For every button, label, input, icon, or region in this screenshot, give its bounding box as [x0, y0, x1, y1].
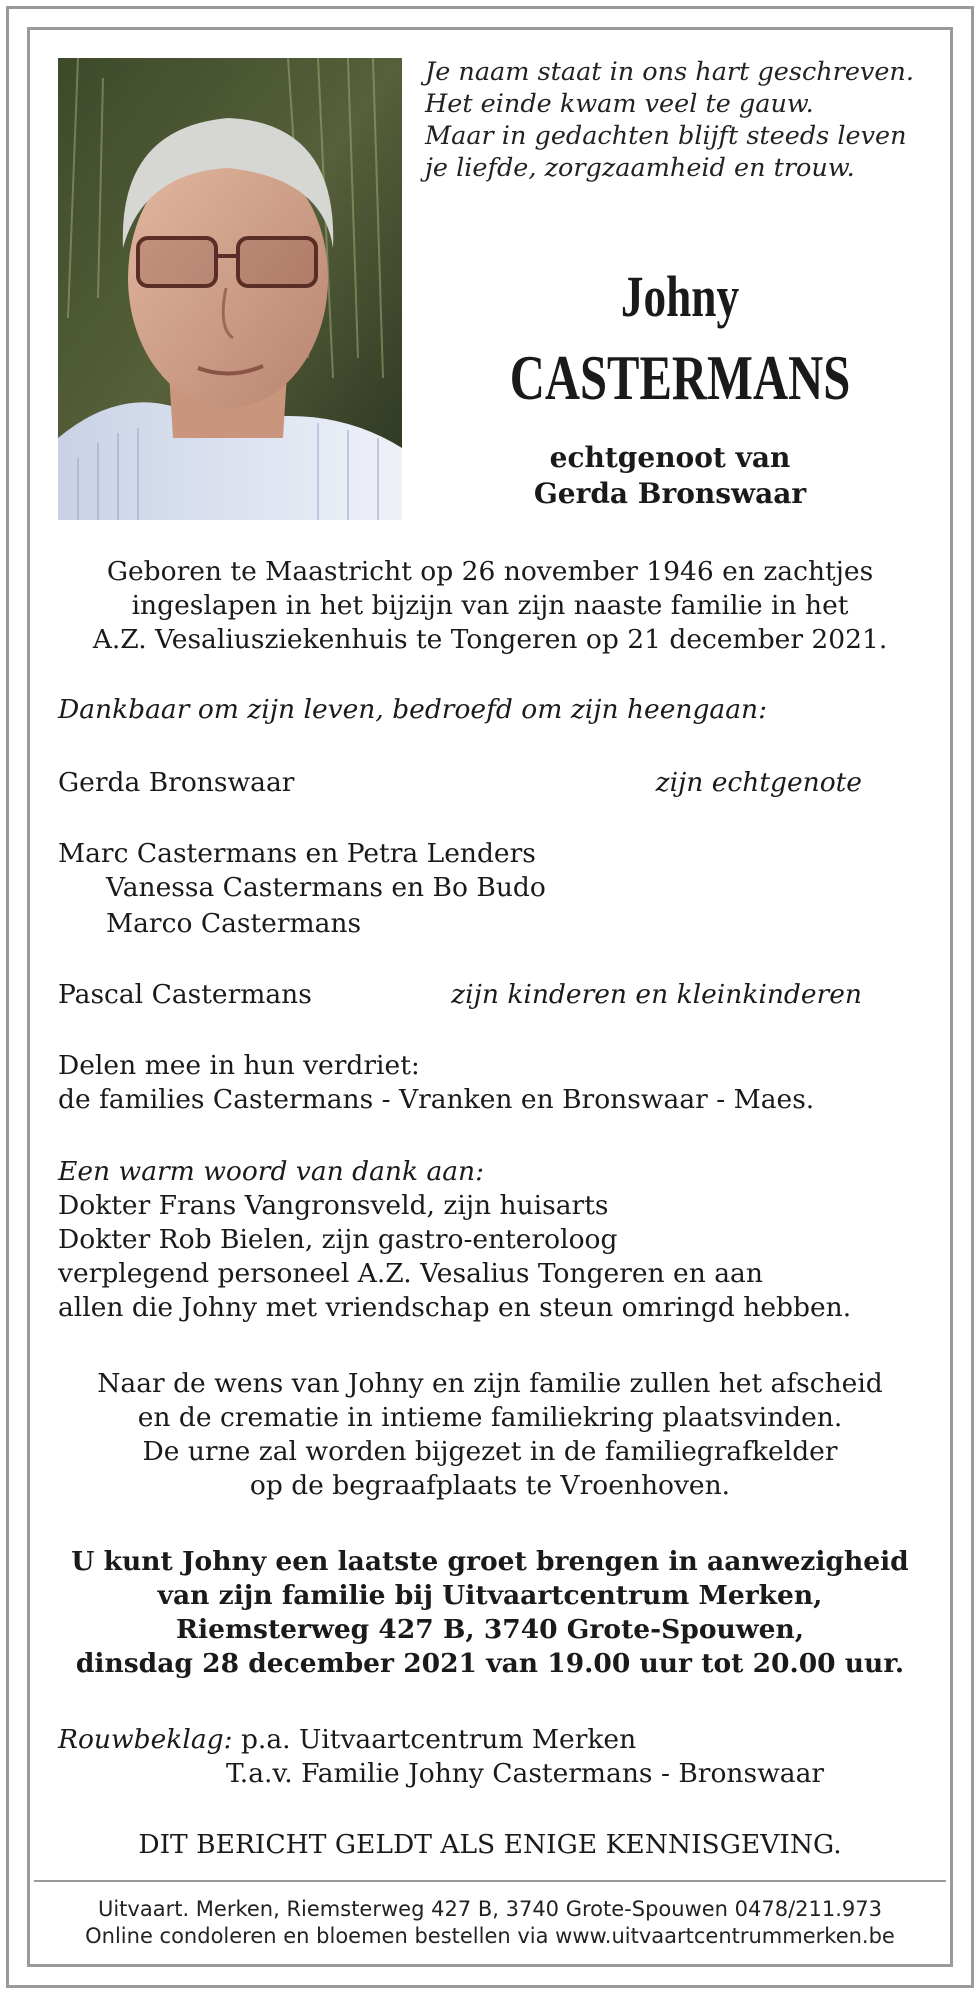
poem-line: Het einde kwam veel te gauw. — [425, 89, 814, 119]
footer — [34, 1896, 946, 1950]
mourner-name: Marco Castermans — [106, 908, 362, 939]
text-line: op de begraafplaats te Vroenhoven. — [249, 1470, 731, 1501]
notice — [58, 1828, 922, 1862]
mourner-name: Vanessa Castermans en Bo Budo — [106, 872, 546, 903]
mourner-row — [58, 766, 922, 800]
footer-line: Uitvaart. Merken, Riemsterweg 427 B, 3740 Grote-Spouwen 0478/211.973 — [97, 1897, 883, 1921]
condolence-label: Rouwbeklag: — [58, 1724, 233, 1755]
text-line: en de crematie in intieme familiekring plaatsvinden. — [137, 1402, 843, 1433]
mourner-name: Marc Castermans en Petra Lenders — [58, 838, 536, 869]
thanks-intro: Een warm woord van dank aan: — [58, 1156, 485, 1187]
mourner-row — [58, 978, 922, 1012]
spouse-line: echtgenoot van — [549, 441, 791, 474]
mourner-name: Pascal Castermans — [58, 979, 312, 1010]
text-line: ingeslapen in het bijzijn van zijn naaste familie in het — [131, 590, 849, 621]
condolence-address: p.a. Uitvaartcentrum Merken — [240, 1724, 637, 1755]
footer-divider — [34, 1880, 946, 1882]
farewell-paragraph — [58, 1367, 922, 1503]
mourner-relation: zijn kinderen en kleinkinderen — [451, 979, 862, 1010]
poem-line: Je naam staat in ons hart geschreven. — [425, 57, 914, 87]
condolence-line — [58, 1723, 922, 1757]
sharing-line: Delen mee in hun verdriet: — [58, 1050, 420, 1081]
text-line: Naar de wens van Johny en zijn familie zullen het afscheid — [97, 1368, 883, 1399]
poem-line: Maar in gedachten blijft steeds leven — [425, 121, 907, 151]
text-line: dinsdag 28 december 2021 van 19.00 uur tot 20.00 uur. — [75, 1648, 905, 1679]
portrait-photo — [58, 58, 402, 520]
text-line: U kunt Johny een laatste groet brengen in aanwezigheid — [71, 1546, 909, 1577]
text-line: Riemsterweg 427 B, 3740 Grote-Spouwen, — [176, 1614, 804, 1645]
footer-line: Online condoleren en bloemen bestellen via www.uitvaartcentrummerken.be — [85, 1924, 895, 1948]
thanks-line: verplegend personeel A.Z. Vesalius Tongeren en aan — [58, 1258, 763, 1289]
visitation-paragraph — [58, 1545, 922, 1681]
text-line: A.Z. Vesaliusziekenhuis te Tongeren op 21 december 2021. — [92, 624, 888, 655]
notice-text: DIT BERICHT GELDT ALS ENIGE KENNISGEVING. — [138, 1829, 842, 1860]
text-line: Geboren te Maastricht op 26 november 1946 en zachtjes — [106, 556, 874, 587]
mourner-name: Gerda Bronswaar — [58, 767, 295, 798]
text-line: van zijn familie bij Uitvaartcentrum Merken, — [157, 1580, 823, 1611]
condolence-attention: T.a.v. Familie Johny Castermans - Bronswaar — [226, 1758, 825, 1789]
spouse-name: Gerda Bronswaar — [533, 477, 807, 510]
deceased-last-name: CASTERMANS — [509, 342, 851, 413]
text-line: De urne zal worden bijgezet in de familiegrafkelder — [142, 1436, 838, 1467]
deceased-first-name: Johny — [620, 264, 740, 329]
spouse-block — [420, 440, 920, 512]
mourners-intro: Dankbaar om zijn leven, bedroefd om zijn heengaan: — [58, 694, 768, 725]
birth-death-paragraph — [58, 555, 922, 657]
thanks-line: Dokter Frans Vangronsveld, zijn huisarts — [58, 1190, 609, 1221]
poem-line: je liefde, zorgzaamheid en trouw. — [425, 153, 855, 183]
memorial-poem — [425, 56, 925, 184]
thanks-line: allen die Johny met vriendschap en steun omringd hebben. — [58, 1292, 852, 1323]
sharing-line: de families Castermans - Vranken en Bronswaar - Maes. — [58, 1084, 815, 1115]
thanks-line: Dokter Rob Bielen, zijn gastro-enteroloog — [58, 1224, 618, 1255]
mourner-relation: zijn echtgenote — [655, 767, 862, 798]
